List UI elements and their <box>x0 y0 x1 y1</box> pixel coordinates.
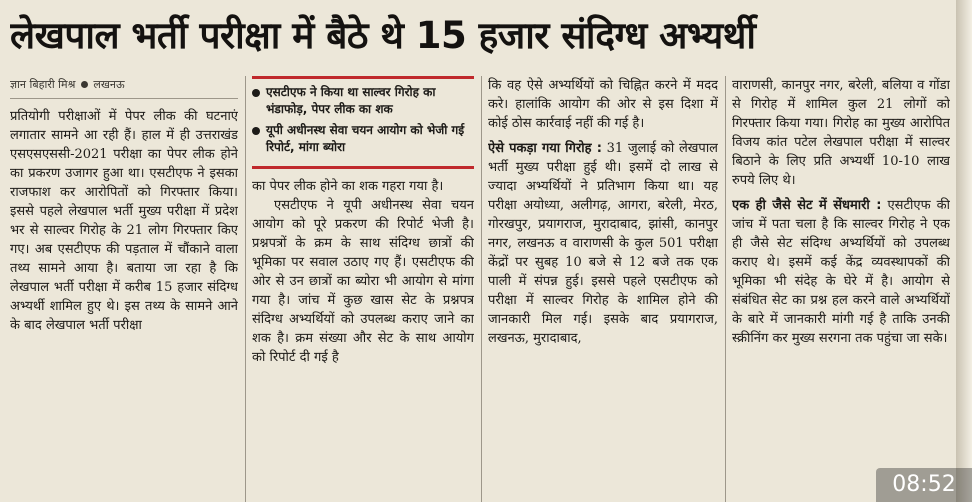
column-2-paragraph-2: एसटीएफ ने यूपी अधीनस्थ सेवा चयन आयोग को पूरे प्रकरण की रिपोर्ट भेजी है। प्रश्नपत्रों के क्रम के साथ संदिग्ध छात्रों की भूमिका पर सवाल उठाए गए हैं। एसटीएफ की ओर से उन छात्रों का ब्योरा भी आयोग से मांगा गया है। जांच में कुछ खास सेट के प्रश्नपत्र संदिग्ध अभ्यर्थियों को उपलब्ध कराए जाने का शक है। क्रम संख्या और सेट के साथ आयोग को रिपोर्ट दी गई है <box>252 198 474 365</box>
column-4-paragraph-2 <box>732 196 950 348</box>
column-1-paragraph: प्रतियोगी परीक्षाओं में पेपर लीक की घटनाएं लगातार सामने आ रही हैं। हाल में ही उत्तराखंड एसएसएससी-2021 परीक्षा का पेपर लीक होने का प्रकरण उजागर हुआ था। एसटीएफ ने इसका राजफाश कर आरोपितों को गिरफ्तार किया। इससे पहले लेखपाल भर्ती मुख्य परीक्षा में प्रदेश भर से साल्वर गिरोह के 21 लोग गिरफ्तार किए गए। अब एसटीएफ की पड़ताल में चौंकाने वाला तथ्य सामने आया है। बताया जा रहा है कि लेखपाल भर्ती परीक्षा में करीब 15 हजार संदिग्ध अभ्यर्थी शामिल हुए थे। इस तथ्य के सामने आने के बाद लेखपाल भर्ती परीक्षा <box>10 109 238 333</box>
byline <box>10 76 238 99</box>
byline-place: लखनऊ <box>93 78 125 91</box>
bullet-icon <box>252 127 260 135</box>
highlights-box <box>252 76 474 169</box>
article-column-3 <box>488 76 718 502</box>
column-3-paragraph-1: कि वह ऐसे अभ्यर्थियों को चिह्नित करने में मदद करे। हालांकि आयोग की ओर से इस दिशा में कोई ठोस कार्रवाई नहीं की गई है। <box>488 78 718 131</box>
column-2-paragraph-1: का पेपर लीक होने का शक गहरा गया है। <box>252 179 444 194</box>
page-edge <box>956 0 972 502</box>
article-column-4 <box>732 76 950 502</box>
article-column-1 <box>10 76 238 502</box>
article-column-2 <box>252 76 474 502</box>
clock-overlay: 08:52 <box>876 468 972 502</box>
bullet-icon <box>81 81 88 88</box>
bullet-icon <box>252 89 260 97</box>
subheading: एक ही जैसे सेट में सेंधमारी : <box>732 198 882 213</box>
column-4-paragraph-2-text: एसटीएफ की जांच में पता चला है कि साल्वर गिरोह ने एक ही जैसे सेट संदिग्ध अभ्यर्थियों को उपलब्ध कराए थे। इसमें कई केंद्र व्यवस्थापकों की भूमिका भी संदेह के घेरे में है। आयोग से संबंधित सेट का प्रश्न हल करने वाले अभ्यर्थियों के बारे में जानकारी मांगी गई है ताकि उनकी स्क्रीनिंग कर मुख्य सरगना तक पहुंचा जा सके। <box>732 198 950 346</box>
column-3-paragraph-2-text: 31 जुलाई को लेखपाल भर्ती मुख्य परीक्षा हुई थी। इसमें दो लाख से ज्यादा अभ्यर्थियों ने प्रतिभाग किया था। यह परीक्षा अयोध्या, अलीगढ़, आगरा, बरेली, मेरठ, गोरखपुर, प्रयागराज, मुरादाबाद, झांसी, कानपुर नगर, लखनऊ व वाराणसी के कुल 501 परीक्षा केंद्रों पर सुबह 10 बजे से 12 बजे तक एक पाली में संपन्न हुई। इससे पहले एसटीएफ को परीक्षा में साल्वर गिरोह के शामिल होने की जानकारी मिल गई। इसके बाद प्रयागराज, लखनऊ, मुरादाबाद, <box>488 141 718 346</box>
highlight-item <box>252 84 474 118</box>
article-headline: लेखपाल भर्ती परीक्षा में बैठे थे 15 हजार संदिग्ध अभ्यर्थी <box>10 14 756 57</box>
column-divider <box>725 76 726 502</box>
highlight-text-1: एसटीएफ ने किया था साल्वर गिरोह का भंडाफोड़, पेपर लीक का शक <box>266 85 436 116</box>
column-3-paragraph-2 <box>488 139 718 348</box>
highlight-item <box>252 122 474 156</box>
byline-name: ज्ञान बिहारी मिश्र <box>10 78 76 91</box>
column-4-paragraph-1: वाराणसी, कानपुर नगर, बरेली, बलिया व गोंडा से गिरोह में शामिल कुल 21 लोगों को गिरफ्तार किया गया। गिरोह का मुख्य आरोपित विजय कांत पटेल लेखपाल परीक्षा में साल्वर बिठाने के लिए प्रति अभ्यर्थी 10-10 लाख रुपये लिए थे। <box>732 78 950 188</box>
subheading: ऐसे पकड़ा गया गिरोह : <box>488 141 602 156</box>
highlight-text-2: यूपी अधीनस्थ सेवा चयन आयोग को भेजी गई रिपोर्ट, मांगा ब्योरा <box>266 123 465 154</box>
column-divider <box>245 76 246 502</box>
column-divider <box>481 76 482 502</box>
